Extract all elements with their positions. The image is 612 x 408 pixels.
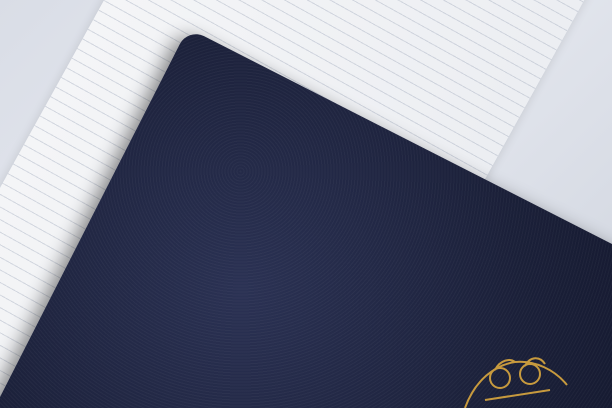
national-emblem-icon [455, 340, 575, 408]
